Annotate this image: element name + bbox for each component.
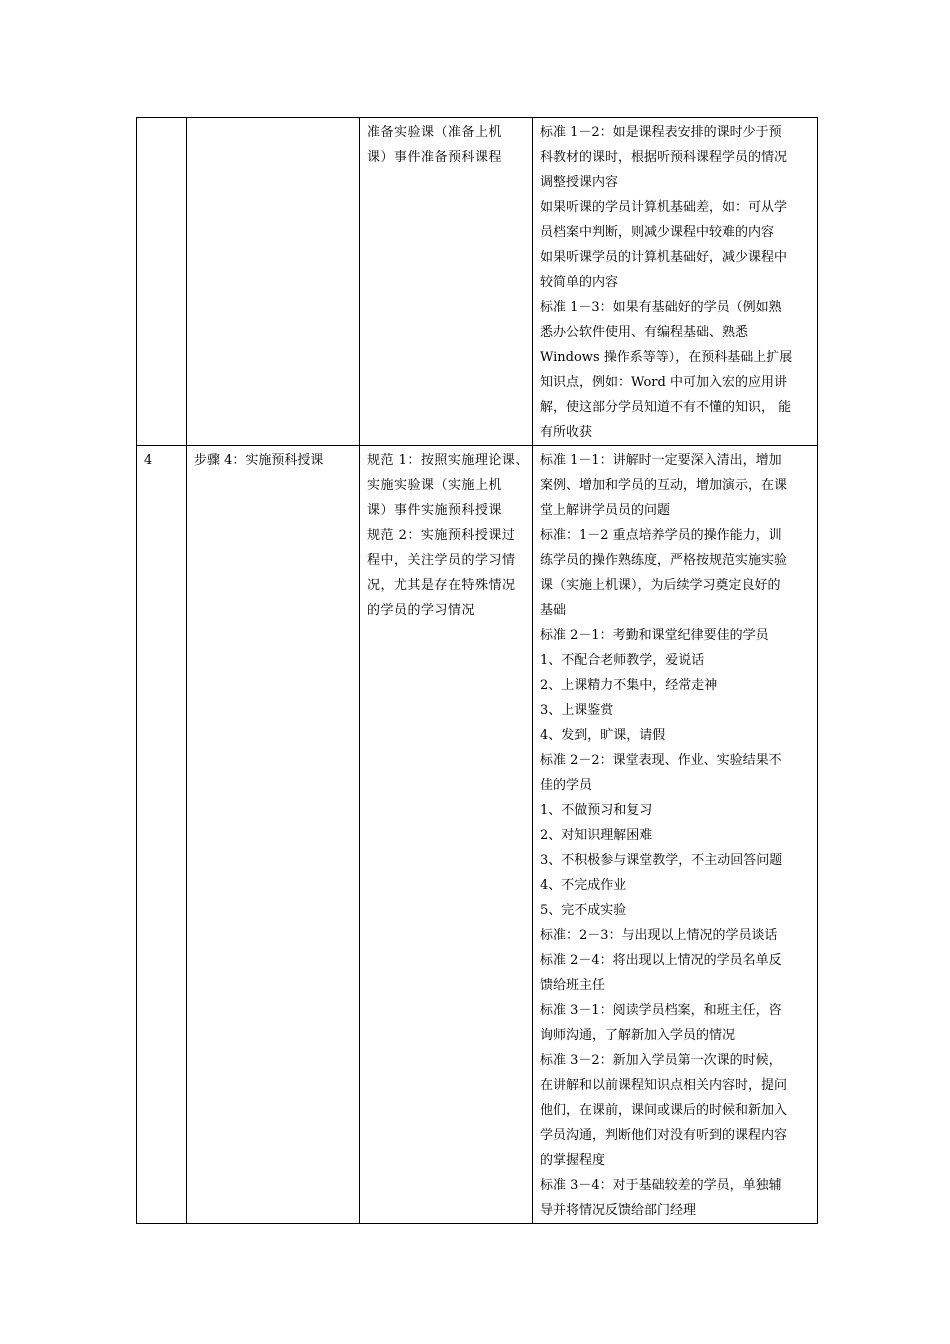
list-item: 3、上课鉴赏 [540,703,614,718]
procedure-table [136,117,818,1224]
cell-step: 步骤 4：实施预科授课 [187,446,360,1224]
list-item: 2、上课精力不集中，经常走神 [540,678,718,693]
list-item: 4、发到，旷课，请假 [540,728,666,743]
cell-step [187,118,360,446]
cell-spec: 准备实验课（准备上机 课）事件准备预科课程 [360,118,533,446]
list-item: 3、不积极参与课堂教学，不主动回答问题 [540,853,783,868]
cell-number [137,118,187,446]
cell-number: 4 [137,446,187,1224]
list-item: 4、不完成作业 [540,878,627,893]
cell-standard: 标准 1－1：讲解时一定要深入清出，增加 案例、增加和学员的互动，增加演示，在课 堂上解讲学员员的问题 标准：1－2 重点培养学员的操作能力，训 练学员的操作熟练度，严格按规范实施实验 课（实施上机课），为后续学习奠定良好的 基础 标准 2－1：考勤和课堂纪律要佳的学员 1、不配合老师教学，爱说话 2、上课精力不集中，经常走神 3、上课鉴赏 4、发到，旷课，请假 标准 2－2：课堂表现、作业、实验结果不 佳的学员 1、不做预习和复习 2、对知识理解困难 3、不积极参与课堂教学，不主动回答问题 4、不完成作业 5、完不成实验 标准：2－3：与出现以上情况的学员谈话 标准 2－4：将出现以上情况的学员名单反 馈给班主任 标准 3－1：阅读学员档案，和班主任，咨 询师沟通，了解新加入学员的情况 标准 3－2：新加入学员第一次课的时候， 在讲解和以前课程知识点相关内容时，提问 他们，在课前，课间或课后的时候和新加入 学员沟通，判断他们对没有听到的课程内容 的掌握程度 标准 3－4：对于基础较差的学员，单独辅 导并将情况反馈给部门经理 [533,446,818,1224]
list-item: 2、对知识理解困难 [540,828,653,843]
list-item: 1、不配合老师教学，爱说话 [540,653,705,668]
table-row [137,118,818,446]
cell-standard: 标准 1－2：如是课程表安排的课时少于预 科教材的课时，根据听预科课程学员的情况 调整授课内容 如果听课的学员计算机基础差，如：可从学 员档案中判断，则减少课程中较难的内容 如果听课学员的计算机基础好，减少课程中 较简单的内容 标准 1－3：如果有基础好的学员（例如熟 悉办公软件使用、有编程基础、熟悉 Windows 操作系等等），在预科基础上扩展 知识点，例如：Word 中可加入宏的应用讲 解，使这部分学员知道不有不懂的知识， 能 有所收获 [533,118,818,446]
list-item: 5、完不成实验 [540,903,627,918]
cell-spec: 规范 1：按照实施理论课、 实施实验课（实施上机 课）事件实施预科授课 规范 2：实施预科授课过 程中，关注学员的学习情 况，尤其是存在特殊情况 的学员的学习情况 [360,446,533,1224]
table-row [137,446,818,1224]
list-item: 1、不做预习和复习 [540,803,653,818]
